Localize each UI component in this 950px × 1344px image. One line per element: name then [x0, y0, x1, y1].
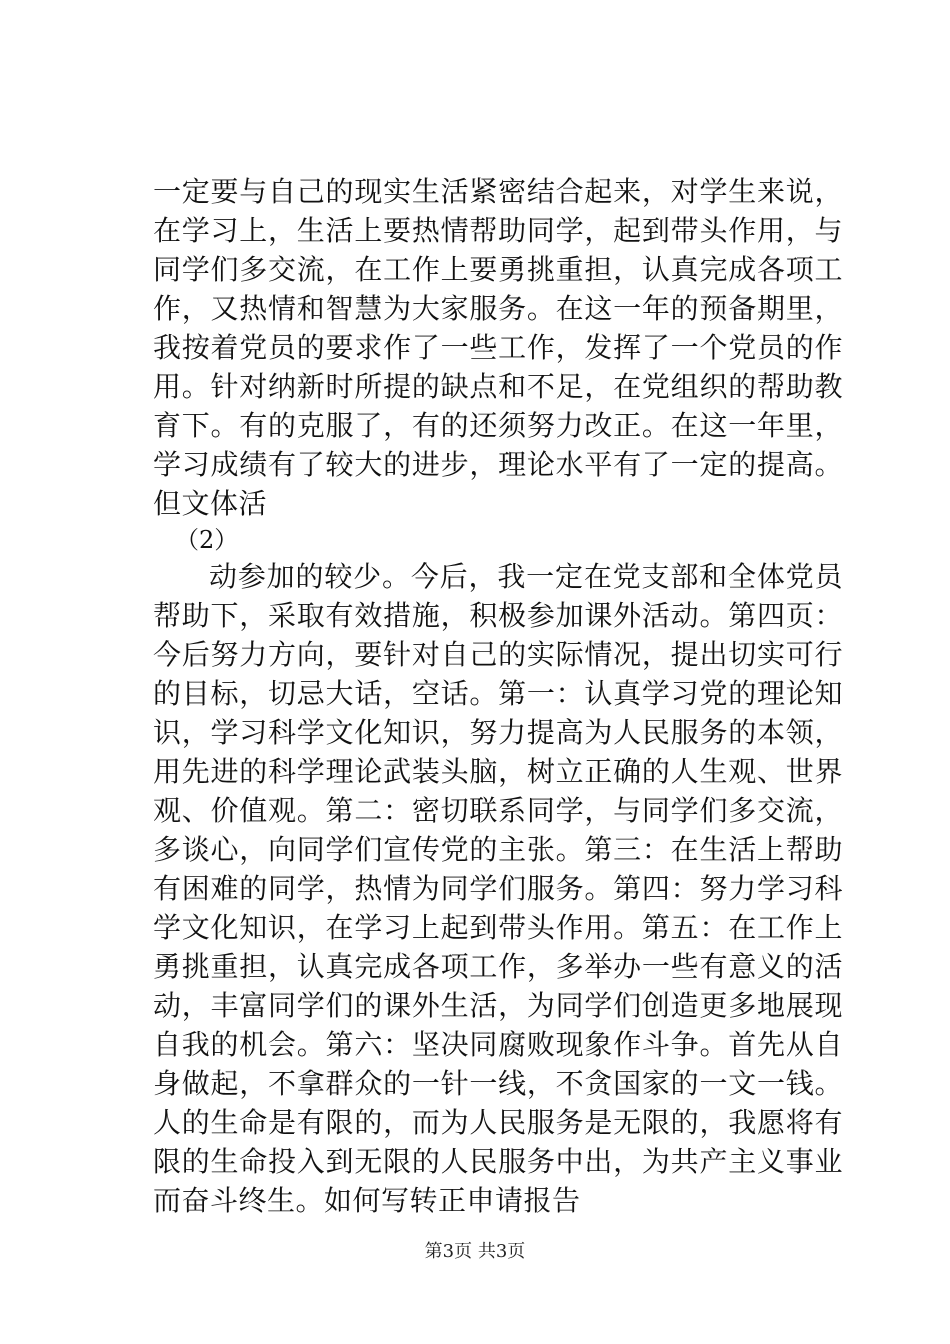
document-body — [153, 172, 843, 1220]
page-footer: 第3页 共3页 — [424, 1241, 526, 1262]
section-marker: （2） — [175, 526, 239, 554]
paragraph-1: 一定要与自己的现实生活紧密结合起来，对学生来说，在学习上，生活上要热情帮助同学，起到带头作用，与同学们多交流，在工作上要勇挑重担，认真完成各项工作，又热情和智慧为大家服务。在这一年的预备期里，我按着党员的要求作了一些工作，发挥了一个党员的作用。针对纳新时所提的缺点和不足，在党组织的帮助教育下。有的克服了，有的还须努力改正。在这一年里，学习成绩有了较大的进步，理论水平有了一定的提高。但文体活 — [153, 175, 843, 520]
paragraph-2: 动参加的较少。今后，我一定在党支部和全体党员帮助下，采取有效措施，积极参加课外活动。第四页：今后努力方向，要针对自己的实际情况，提出切实可行的目标，切忌大话，空话。第一：认真学习党的理论知识，学习科学文化知识，努力提高为人民服务的本领，用先进的科学理论武装头脑，树立正确的人生观、世界观、价值观。第二：密切联系同学，与同学们多交流，多谈心，向同学们宣传党的主张。第三：在生活上帮助有困难的同学，热情为同学们服务。第四：努力学习科学文化知识，在学习上起到带头作用。第五：在工作上勇挑重担，认真完成各项工作，多举办一些有意义的活动，丰富同学们的课外生活，为同学们创造更多地展现自我的机会。第六：坚决同腐败现象作斗争。首先从自身做起，不拿群众的一针一线，不贪国家的一文一钱。人的生命是有限的，而为人民服务是无限的，我愿将有限的生命投入到无限的人民服务中出，为共产主义事业而奋斗终生。如何写转正申请报告 — [153, 560, 843, 1217]
